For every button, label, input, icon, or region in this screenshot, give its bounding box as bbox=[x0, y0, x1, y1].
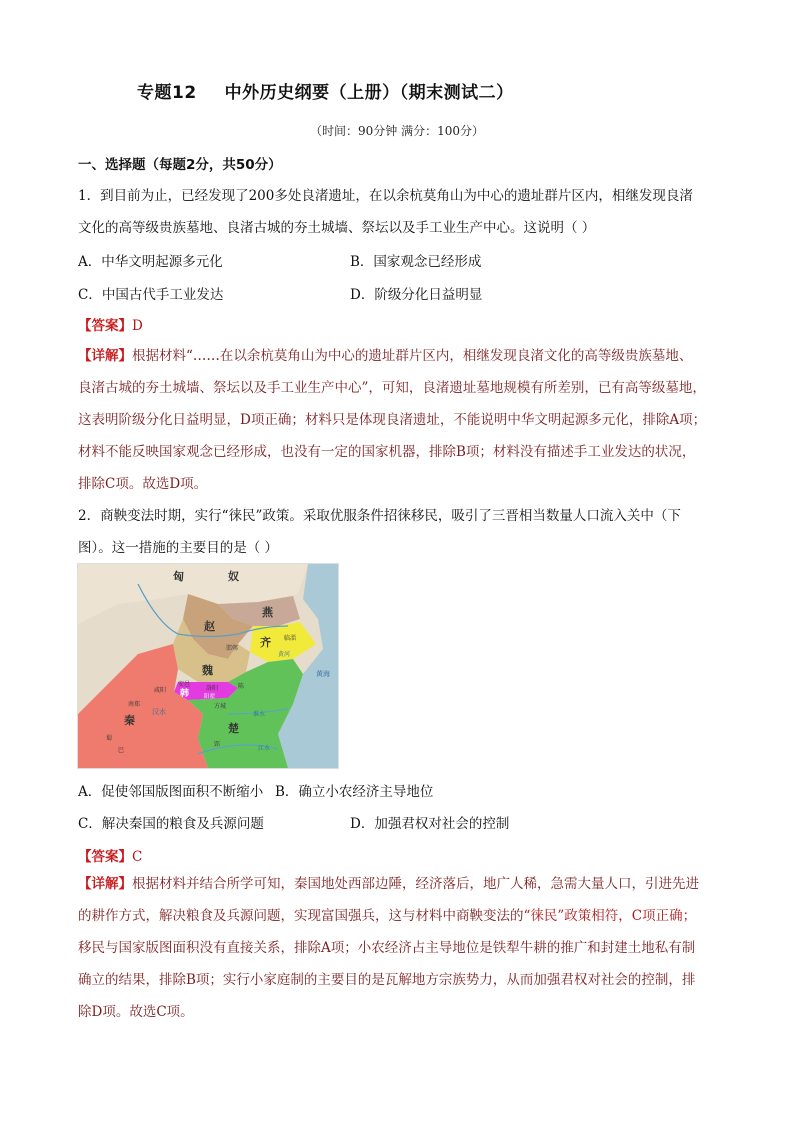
question-2-detail-line-3: 移民与国家版图面积没有直接关系，排除A项；小农经济占主导地位是铁犁牛耕的推广和封建土地私有制 bbox=[78, 940, 696, 956]
label-handan: 邯郸 bbox=[226, 645, 239, 652]
label-linzi: 临淄 bbox=[284, 635, 297, 642]
answer-value: C bbox=[132, 849, 143, 865]
warring-states-map bbox=[77, 563, 339, 769]
question-1-detail-line-2: 良渚古城的夯土城墙、祭坛以及手工业生产中心”，可知，良渚遗址墓地规模有所差别，已有高等级墓地， bbox=[78, 380, 706, 396]
detail-tag: 【详解】 bbox=[78, 348, 132, 364]
label-hanshui: 汉水 bbox=[152, 708, 166, 716]
label-han: 韩 bbox=[180, 689, 190, 699]
question-1-detail-line-5: 排除C项。故选D项。 bbox=[78, 476, 208, 492]
label-xiongnu-2: 奴 bbox=[228, 570, 239, 583]
detail-text: 的耕作方式，解决粮食及兵源问题，实现富国强兵，这与材料中商鞅变法的 bbox=[78, 908, 524, 924]
question-1-option-a: A．中华文明起源多元化 bbox=[78, 254, 223, 270]
question-1-detail-line-4: 材料不能反映国家观念已经形成，也没有一定的国家机器，排除B项；材料没有描述手工业发达的状况， bbox=[78, 444, 696, 460]
label-fangcheng: 方城 bbox=[214, 703, 227, 710]
label-zhao: 赵 bbox=[204, 620, 215, 633]
label-qin: 秦 bbox=[124, 714, 135, 727]
label-wei: 魏 bbox=[202, 664, 213, 677]
label-xiongnu-1: 匈 bbox=[173, 570, 184, 583]
question-2-answer bbox=[78, 845, 142, 865]
exam-subtitle: （时间：90分钟 满分：100分） bbox=[310, 124, 484, 138]
question-1-option-c: C．中国古代手工业发达 bbox=[78, 287, 224, 303]
question-2-detail-line-1 bbox=[78, 868, 718, 900]
question-1-line-2: 文化的高等级贵族墓地、良渚古城的夯土城墙、祭坛以及手工业生产中心。这说明（ ） bbox=[78, 220, 596, 236]
question-1-detail-line-1 bbox=[78, 340, 718, 372]
detail-text: 根据材料并结合所学可知，秦国地处西部边陲，经济落后，地广人稀，急需大量人口，引进先进 bbox=[132, 876, 699, 892]
label-huanghai: 黄海 bbox=[316, 670, 330, 678]
question-2-option-d: D．加强君权对社会的控制 bbox=[350, 816, 510, 832]
detail-text: 根据材料“……在以余杭莫角山为中心的遗址群片区内，相继发现良渚文化的高等级贵族墓地、 bbox=[132, 348, 693, 364]
title-topic-number: 专题12 bbox=[137, 83, 197, 103]
answer-value: D bbox=[132, 318, 143, 334]
label-huaishui: 淮水 bbox=[253, 711, 266, 718]
label-huanghe: 黄河 bbox=[278, 651, 291, 658]
question-2-detail-line-5: 除D项。故选C项。 bbox=[78, 1004, 194, 1020]
label-anyi: 安邑 bbox=[178, 681, 191, 688]
label-nanzheng: 南郑 bbox=[128, 701, 141, 708]
question-1-line-1: 1．到目前为止，已经发现了200多处良渚遗址，在以余杭莫角山为中心的遗址群片区内，相继发现良渚 bbox=[78, 188, 693, 204]
map-figure bbox=[78, 564, 338, 768]
question-1-option-b: B．国家观念已经形成 bbox=[350, 254, 482, 270]
label-jiangshui: 江水 bbox=[258, 745, 271, 752]
label-qi: 齐 bbox=[260, 636, 271, 649]
question-1-detail bbox=[78, 340, 718, 500]
label-shu: 蜀 bbox=[106, 735, 113, 742]
question-2-detail bbox=[78, 868, 718, 1028]
detail-highlight: “徕民”政策相符，C项正确； bbox=[523, 908, 697, 924]
page-title bbox=[137, 78, 514, 103]
question-2-option-a: A．促使邻国版图面积不断缩小 bbox=[78, 784, 264, 800]
answer-tag: 【答案】 bbox=[78, 318, 132, 334]
question-1-detail-line-3: 这表明阶级分化日益明显，D项正确；材料只是体现良渚遗址，不能说明中华文明起源多元化，排除A项； bbox=[78, 412, 707, 428]
label-yan: 燕 bbox=[262, 606, 273, 619]
question-2-option-c: C．解决秦国的粮食及兵源问题 bbox=[78, 816, 264, 832]
question-2-line-1: 2．商鞅变法时期，实行“徕民”政策。采取优服条件招徕移民，吸引了三晋相当数量人口流入关中（下 bbox=[78, 508, 681, 524]
detail-tag: 【详解】 bbox=[78, 876, 132, 892]
label-xianyang: 咸阳 bbox=[154, 687, 167, 694]
label-yangzhai: 阳翟 bbox=[204, 694, 216, 700]
label-chen: 陈 bbox=[238, 683, 245, 690]
question-2-option-b: B．确立小农经济主导地位 bbox=[275, 784, 434, 800]
label-ba: 巴 bbox=[118, 747, 125, 754]
question-2-detail-line-4: 确立的结果，排除B项；实行小家庭制的主要目的是瓦解地方宗族势力，从而加强君权对社会的控制，排 bbox=[78, 972, 696, 988]
question-2-stem bbox=[78, 500, 718, 564]
label-ying: 郢 bbox=[214, 741, 221, 748]
question-1-stem bbox=[78, 180, 718, 244]
label-chu: 楚 bbox=[228, 722, 239, 735]
question-2-detail-line-2 bbox=[78, 900, 718, 932]
answer-tag: 【答案】 bbox=[78, 849, 132, 865]
question-1-answer bbox=[78, 314, 143, 334]
title-text: 中外历史纲要（上册）（期末测试二） bbox=[224, 83, 514, 103]
section-heading: 一、选择题（每题2分，共50分） bbox=[78, 157, 282, 173]
label-luoyang: 洛阳 bbox=[206, 685, 219, 692]
question-2-line-2: 图）。这一措施的主要目的是（ ） bbox=[78, 540, 279, 556]
question-1-option-d: D．阶级分化日益明显 bbox=[350, 287, 483, 303]
